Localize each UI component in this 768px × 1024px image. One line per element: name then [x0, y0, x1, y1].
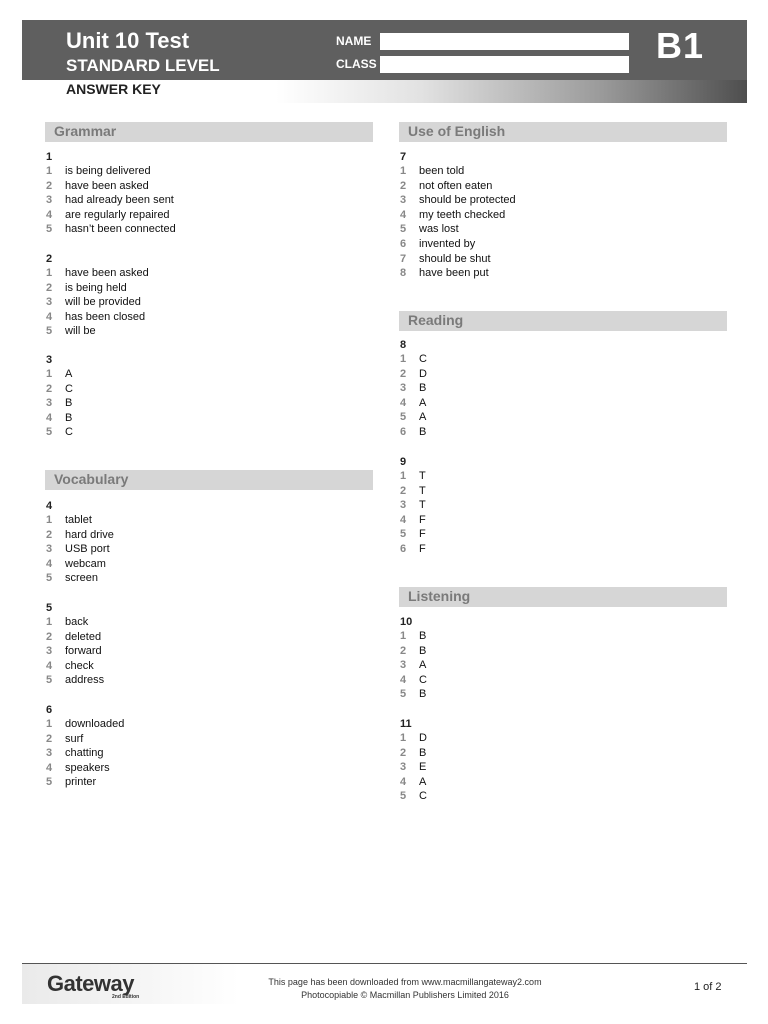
answer-text: have been asked	[65, 179, 149, 192]
answer-text: D	[419, 367, 427, 380]
level-badge: B1	[656, 25, 705, 66]
answer-text: T	[419, 470, 426, 482]
answer-text: USB port	[65, 543, 110, 556]
answer-text: screen	[65, 572, 99, 585]
edition-label: 2nd Edition	[112, 994, 140, 1000]
question-number: 3	[46, 354, 53, 366]
answer-text: A	[65, 368, 73, 380]
answer-item	[400, 630, 426, 642]
answer-item	[400, 485, 426, 497]
answer-text: webcam	[65, 557, 106, 570]
answer-text: C	[419, 673, 427, 686]
question-number: 11	[400, 718, 412, 730]
answer-text: have been asked	[65, 267, 149, 279]
answer-text: are regularly repaired	[65, 208, 170, 221]
answer-item	[46, 325, 96, 337]
section-title: Vocabulary	[54, 471, 129, 487]
answer-item	[46, 645, 102, 657]
name-field[interactable]	[380, 33, 629, 50]
answer-index: 4	[400, 396, 407, 409]
answer-item	[400, 499, 426, 511]
answer-item	[400, 776, 426, 788]
answer-index: 1	[46, 368, 53, 380]
answer-text: downloaded	[65, 718, 125, 730]
answer-item	[400, 397, 426, 409]
answer-item	[46, 311, 145, 323]
answer-text: should be shut	[419, 252, 491, 265]
answer-text: B	[65, 397, 73, 410]
answer-text: is being held	[65, 281, 127, 294]
answer-index: 3	[400, 659, 407, 672]
answer-index: 3	[46, 645, 53, 658]
answer-item	[400, 732, 427, 744]
answer-text: invented by	[419, 238, 476, 250]
answer-text: B	[65, 411, 73, 424]
answer-index: 1	[46, 165, 53, 177]
answer-item	[400, 645, 426, 657]
question-number: 5	[46, 602, 53, 614]
answer-text: had already been sent	[65, 194, 174, 207]
answer-text: speakers	[65, 761, 110, 774]
answer-index: 6	[400, 426, 407, 438]
section-title: Listening	[408, 588, 471, 604]
question-number: 9	[400, 456, 407, 468]
question-number: 6	[46, 704, 53, 716]
answer-index: 2	[46, 281, 53, 294]
answer-index: 4	[46, 310, 53, 323]
answer-text: A	[419, 775, 427, 788]
answer-item	[400, 253, 491, 265]
answer-text: C	[419, 790, 427, 803]
answer-index: 2	[46, 382, 53, 395]
page-number: 1 of 2	[694, 981, 722, 993]
answer-text: chatting	[65, 747, 104, 760]
answer-text: tablet	[65, 514, 92, 526]
answer-item	[46, 616, 88, 628]
section-header	[399, 587, 727, 607]
answer-item	[400, 368, 427, 380]
answer-item	[46, 296, 141, 308]
answer-item	[46, 747, 104, 759]
answer-text: should be protected	[419, 194, 516, 207]
answer-index: 3	[400, 382, 407, 395]
answer-text: D	[419, 732, 427, 744]
answer-index: 4	[400, 673, 407, 686]
answer-text: F	[419, 513, 426, 526]
answer-item	[46, 762, 110, 774]
answer-item	[400, 209, 505, 221]
answer-index: 5	[400, 528, 407, 541]
answer-index: 2	[400, 746, 407, 759]
answer-index: 1	[46, 718, 53, 730]
answer-item	[46, 718, 124, 730]
question-number: 8	[400, 339, 407, 351]
answer-index: 5	[46, 674, 53, 687]
answer-index: 6	[400, 238, 407, 250]
answer-item	[400, 790, 427, 802]
name-label: NAME	[336, 34, 372, 48]
answer-item	[46, 426, 73, 438]
section-title: Use of English	[408, 123, 506, 139]
answer-item	[400, 659, 426, 671]
copyright-notice: Photocopiable © Macmillan Publishers Limited 2016	[301, 990, 509, 1000]
answer-text: B	[419, 426, 427, 438]
answer-index: 2	[46, 630, 53, 643]
answer-text: check	[65, 659, 94, 672]
answer-text: B	[419, 630, 427, 642]
answer-item	[400, 382, 426, 394]
answer-index: 2	[46, 179, 53, 192]
answer-item	[46, 412, 72, 424]
answer-text: will be provided	[65, 296, 141, 309]
answer-index: 1	[400, 470, 407, 482]
question-number: 2	[46, 253, 53, 265]
answer-index: 4	[400, 208, 407, 221]
answer-item	[46, 282, 127, 294]
page-subtitle: STANDARD LEVEL	[66, 56, 220, 75]
answer-item	[46, 383, 73, 395]
answer-item	[46, 733, 83, 745]
answer-index: 8	[400, 267, 407, 280]
question-number: 10	[400, 616, 413, 628]
answer-item	[46, 180, 149, 192]
section-title: Reading	[408, 312, 464, 328]
answer-item	[46, 514, 92, 526]
answer-text: E	[419, 761, 427, 774]
answer-text: B	[419, 688, 427, 701]
answer-index: 1	[46, 616, 53, 628]
answer-text: C	[65, 382, 73, 395]
answer-index: 5	[46, 325, 53, 338]
answer-item	[46, 368, 72, 380]
answer-text: hasn’t been connected	[65, 223, 176, 236]
answer-item	[400, 674, 427, 686]
answer-item	[400, 194, 516, 206]
answer-text: B	[419, 746, 427, 759]
answer-item	[400, 747, 426, 759]
answer-text: been told	[419, 165, 465, 177]
answer-item	[400, 528, 426, 540]
answer-text: T	[419, 499, 426, 512]
answer-text: A	[419, 659, 427, 672]
answer-item	[46, 674, 104, 686]
download-notice: This page has been downloaded from www.macmillangateway2.com	[268, 977, 542, 987]
answer-index: 5	[46, 223, 53, 236]
answer-text: C	[65, 426, 73, 439]
answer-item	[46, 223, 176, 235]
answer-text: A	[419, 411, 427, 424]
answer-item	[46, 194, 174, 206]
answer-index: 3	[400, 499, 407, 512]
gateway-logo: Gateway	[47, 971, 134, 996]
answer-item	[46, 165, 151, 177]
answer-index: 3	[46, 296, 53, 309]
answer-index: 4	[400, 775, 407, 788]
answer-index: 5	[46, 776, 53, 789]
answer-index: 5	[400, 411, 407, 424]
answer-item	[400, 761, 426, 773]
answer-text: was lost	[419, 223, 459, 236]
section-title: Grammar	[54, 123, 117, 139]
answer-index: 2	[400, 484, 407, 497]
section-header	[399, 122, 727, 142]
answer-text: have been put	[419, 267, 489, 280]
question-number: 1	[46, 151, 53, 163]
answer-item	[46, 572, 98, 584]
answer-index: 4	[46, 557, 53, 570]
answer-index: 5	[400, 688, 407, 701]
answer-text: C	[419, 353, 427, 365]
answer-index: 2	[400, 644, 407, 657]
answer-index: 1	[400, 353, 407, 365]
answer-text: deleted	[65, 630, 102, 643]
answer-item	[400, 543, 426, 555]
answer-index: 2	[46, 732, 53, 745]
answer-item	[46, 631, 101, 643]
answer-item	[46, 209, 170, 221]
answer-item	[400, 426, 426, 438]
answer-item	[46, 529, 114, 541]
answer-text: forward	[65, 645, 102, 658]
answer-index: 2	[46, 528, 53, 541]
answer-text: not often eaten	[419, 179, 493, 192]
answer-text: F	[419, 543, 426, 555]
answer-index: 3	[46, 397, 53, 410]
answer-index: 1	[46, 514, 53, 526]
answer-index: 4	[400, 513, 407, 526]
answer-item	[46, 558, 106, 570]
answer-index: 1	[400, 732, 407, 744]
section-header	[45, 122, 373, 142]
answer-text: back	[65, 616, 89, 628]
answer-index: 4	[46, 411, 53, 424]
answer-text: will be	[65, 325, 96, 338]
answer-item	[400, 267, 489, 279]
footer-divider	[22, 963, 747, 964]
answer-text: address	[65, 674, 105, 687]
answer-item	[46, 543, 110, 555]
answer-index: 4	[46, 761, 53, 774]
answer-index: 5	[46, 572, 53, 585]
answer-index: 2	[400, 367, 407, 380]
answer-text: hard drive	[65, 528, 114, 541]
class-label: CLASS	[336, 57, 377, 71]
section-header	[45, 470, 373, 490]
answer-text: F	[419, 528, 426, 541]
answer-item	[400, 353, 427, 365]
answer-text: surf	[65, 732, 84, 745]
answer-index: 3	[400, 761, 407, 774]
answer-item	[46, 397, 72, 409]
answer-text: A	[419, 396, 427, 409]
answer-index: 5	[400, 790, 407, 803]
answer-text: my teeth checked	[419, 208, 506, 221]
answer-item	[400, 165, 464, 177]
answer-index: 4	[46, 208, 53, 221]
section-header	[399, 311, 727, 331]
answer-index: 6	[400, 543, 407, 555]
answer-text: has been closed	[65, 310, 146, 323]
answer-item	[400, 688, 426, 700]
class-field[interactable]	[380, 56, 629, 73]
answer-key-label: ANSWER KEY	[66, 81, 161, 97]
answer-text: printer	[65, 776, 97, 789]
answer-index: 1	[46, 267, 53, 279]
answer-item	[400, 180, 492, 192]
answer-index: 7	[400, 252, 407, 265]
answer-index: 5	[400, 223, 407, 236]
answer-index: 1	[400, 165, 407, 177]
answer-item	[400, 514, 426, 526]
answer-index: 2	[400, 179, 407, 192]
answer-text: B	[419, 382, 427, 395]
answer-index: 1	[400, 630, 407, 642]
answer-text: B	[419, 644, 427, 657]
answer-item	[46, 776, 96, 788]
answer-item	[400, 238, 475, 250]
answer-index: 4	[46, 659, 53, 672]
answer-item	[46, 267, 149, 279]
answer-item	[400, 223, 459, 235]
answer-index: 5	[46, 426, 53, 439]
answer-item	[400, 411, 426, 423]
answer-index: 3	[400, 194, 407, 207]
answer-index: 3	[46, 747, 53, 760]
answer-item	[400, 470, 426, 482]
answer-text: T	[419, 484, 426, 497]
page-title: Unit 10 Test	[66, 28, 190, 53]
answer-index: 3	[46, 194, 53, 207]
answer-item	[46, 660, 94, 672]
question-number: 7	[400, 151, 407, 163]
answer-text: is being delivered	[65, 165, 151, 177]
answer-index: 3	[46, 543, 53, 556]
question-number: 4	[46, 500, 53, 512]
